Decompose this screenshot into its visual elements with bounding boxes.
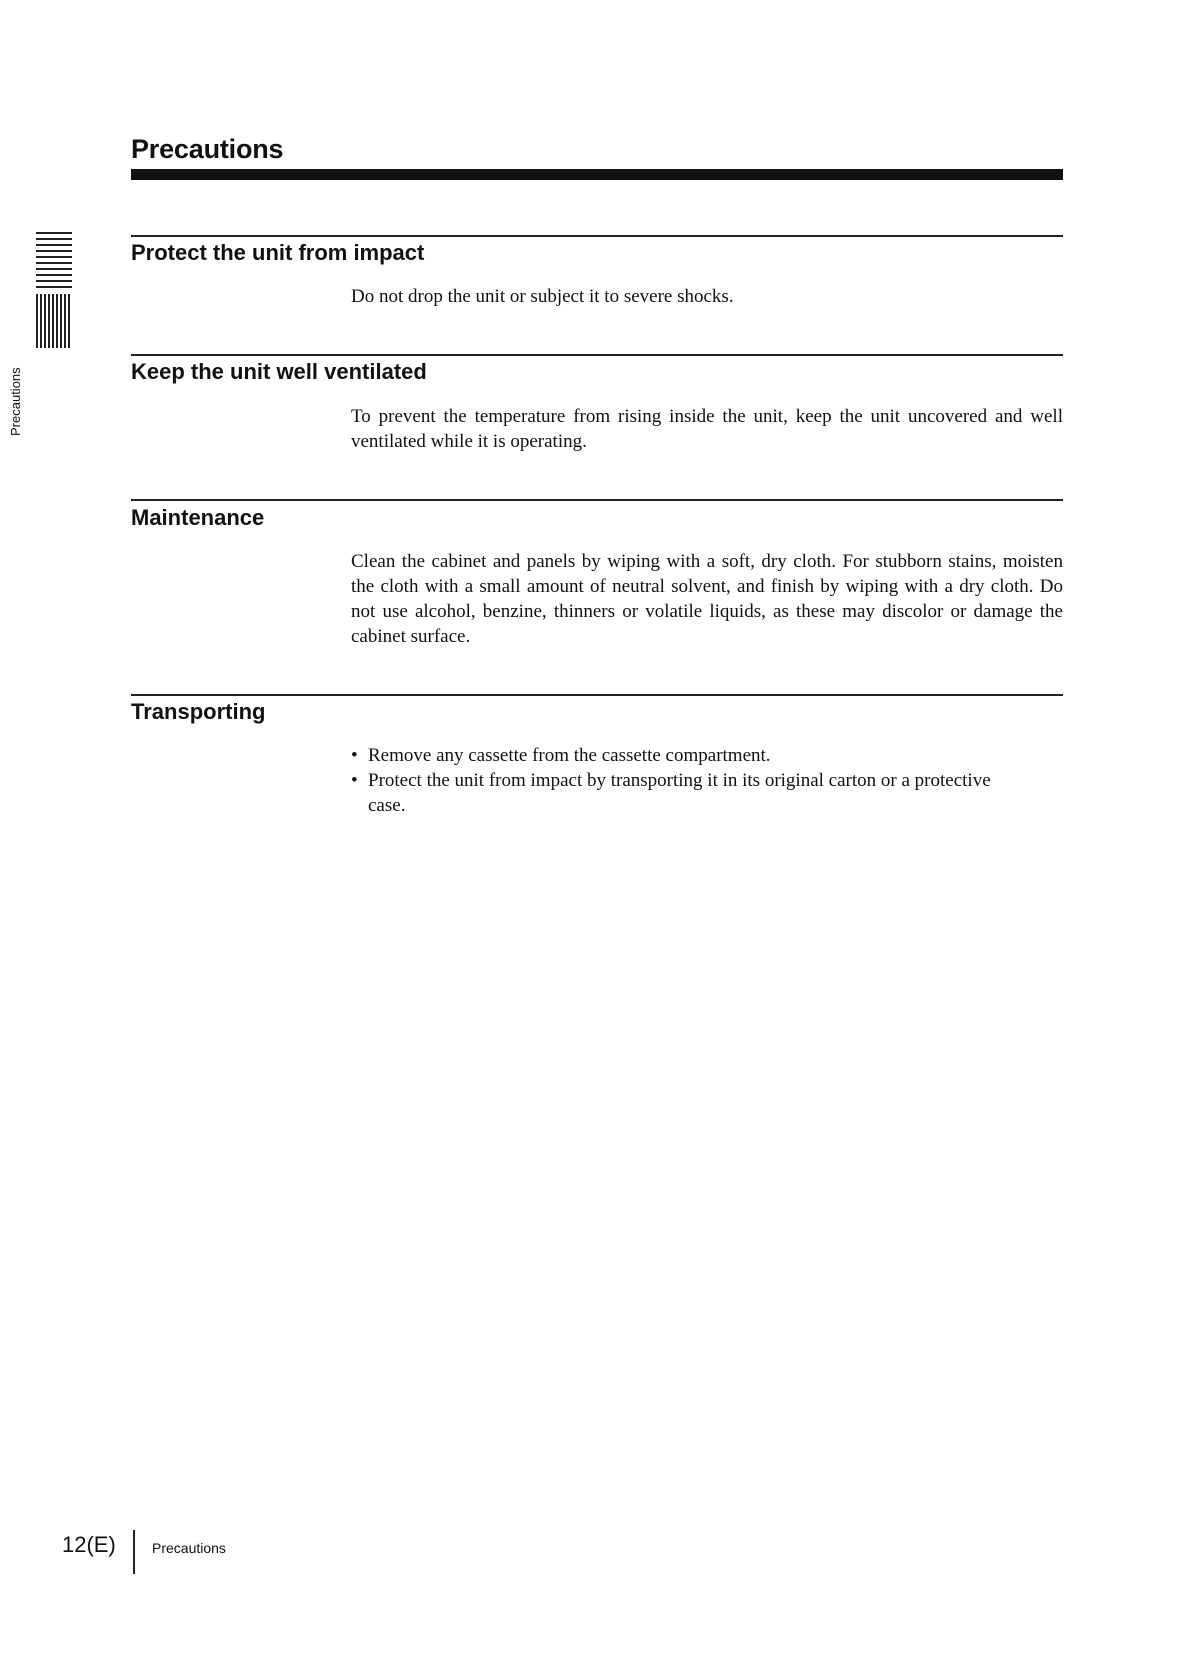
page-title: Precautions [131, 134, 284, 164]
section-heading-transporting: Transporting [131, 699, 266, 724]
section-paragraph: To prevent the temperature from rising inside the unit, keep the unit uncovered and well ventilated while it is operating. [351, 406, 1063, 452]
tab-marker-bars [36, 294, 72, 348]
section-heading-maintenance: Maintenance [131, 505, 265, 530]
title-rule [131, 169, 1063, 180]
section-body-maintenance [351, 549, 1063, 649]
section-body-transporting [351, 743, 991, 818]
list-item: • Protect the unit from impact by transporting it in its original carton or a protective case. [351, 768, 991, 818]
footer-section-name: Precautions [152, 1540, 226, 1556]
section-heading-impact: Protect the unit from impact [131, 240, 425, 265]
footer-divider [133, 1530, 135, 1574]
footer-page-number: 12(E) [62, 1532, 116, 1557]
side-tab-label: Precautions [8, 367, 23, 436]
section-rule [131, 235, 1063, 237]
list-item: • Remove any cassette from the cassette compartment. [351, 743, 991, 768]
section-heading-ventilation: Keep the unit well ventilated [131, 359, 427, 384]
section-paragraph: Clean the cabinet and panels by wiping with a soft, dry cloth. For stubborn stains, moisten the cloth with a small amount of neutral solvent, and finish by wiping with a dry cloth. Do not use alcohol, benzine, thinners or volatile liquids, as these may discolor or damage the cabinet surface. [351, 551, 1063, 647]
section-body-ventilation [351, 404, 1063, 454]
tab-marker-lines [36, 232, 72, 292]
section-paragraph: Do not drop the unit or subject it to severe shocks. [351, 286, 734, 307]
section-body-impact [351, 284, 1063, 309]
section-rule [131, 354, 1063, 356]
section-rule [131, 499, 1063, 501]
bullet-list [351, 743, 991, 818]
section-rule [131, 694, 1063, 696]
